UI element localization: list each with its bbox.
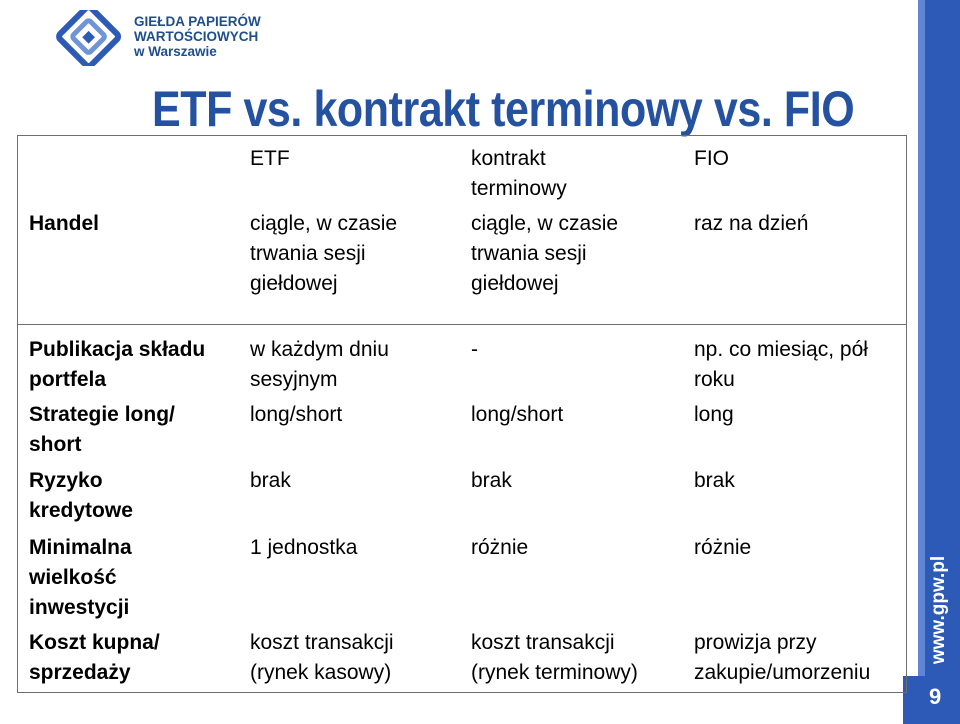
column-header [694, 144, 729, 174]
row-label [29, 209, 99, 239]
table-cell-line: w każdym dniu [250, 338, 389, 361]
table-cell-line: long/short [250, 403, 343, 426]
table-cell-line: koszt transakcji [250, 631, 394, 654]
sidebar-url-text: www.gpw.pl [928, 555, 949, 665]
table-cell-line: brak [250, 469, 291, 492]
row-label [29, 400, 175, 460]
table-cell [250, 628, 394, 688]
table-cell-line: giełdowej [471, 272, 559, 295]
row-label-line: Minimalna [29, 536, 132, 559]
table-cell [471, 533, 528, 563]
row-label-line: sprzedaży [29, 661, 131, 684]
table-cell [694, 209, 808, 239]
table-cell-line: prowizja przy [694, 631, 817, 654]
table-cell-line: long [694, 403, 734, 426]
table-divider [18, 324, 906, 325]
table-cell-line: (rynek kasowy) [250, 661, 392, 684]
row-label-line: portfela [29, 368, 107, 391]
column-header [471, 144, 567, 204]
gpw-logo [52, 10, 292, 66]
table-cell-line: ciągle, w czasie [471, 212, 619, 235]
table-cell-line: sesyjnym [250, 368, 338, 391]
table-cell [250, 466, 291, 496]
page-number: 9 [929, 684, 942, 709]
table-cell-line: - [471, 338, 478, 361]
table-cell [250, 400, 342, 430]
table-cell [471, 466, 512, 496]
table-cell-line: koszt transakcji [471, 631, 615, 654]
logo-line-3: w Warszawie [134, 44, 217, 59]
logo-line-2: WARTOŚCIOWYCH [134, 29, 259, 44]
row-label-line: inwestycji [29, 596, 130, 619]
table-cell [694, 400, 734, 430]
row-label-line: Koszt kupna/ [29, 631, 160, 654]
table-cell-line: (rynek terminowy) [471, 661, 638, 684]
logo-line-1: GIEŁDA PAPIERÓW [134, 14, 261, 29]
table-cell-line: brak [471, 469, 512, 492]
row-label-line: Ryzyko [29, 469, 103, 492]
table-cell-line: ciągle, w czasie [250, 212, 398, 235]
table-cell-line: np. co miesiąc, pół [694, 338, 868, 361]
table-cell-line: giełdowej [250, 272, 338, 295]
table-cell [694, 335, 868, 395]
column-header-line: FIO [694, 147, 729, 170]
row-label [29, 628, 160, 688]
gpw-logo-mark-icon [52, 10, 128, 66]
row-label-line: short [29, 433, 82, 456]
row-label-line: wielkość [29, 566, 117, 589]
slide-title: ETF vs. kontrakt terminowy vs. FIO [152, 81, 855, 137]
column-header-line: ETF [250, 147, 290, 170]
table-cell [471, 335, 478, 365]
table-cell [694, 628, 870, 688]
table-cell-line: różnie [471, 536, 529, 559]
table-cell [471, 400, 563, 430]
row-label-line: Strategie long/ [29, 403, 175, 426]
table-cell [250, 335, 389, 395]
table-cell [694, 533, 751, 563]
row-label-line: Publikacja składu [29, 338, 206, 361]
row-label-line: Handel [29, 212, 100, 235]
table-cell-line: różnie [694, 536, 752, 559]
table-cell-line: brak [694, 469, 735, 492]
column-header [250, 144, 290, 174]
table-cell-line: long/short [471, 403, 564, 426]
row-label-line: kredytowe [29, 499, 133, 522]
table-cell [250, 209, 397, 299]
table-cell-line: roku [694, 368, 735, 391]
table-cell-line: zakupie/umorzeniu [694, 661, 871, 684]
row-label [29, 533, 132, 623]
table-cell [471, 628, 638, 688]
table-cell-line: 1 jednostka [250, 536, 358, 559]
table-cell [250, 533, 357, 563]
comparison-table [17, 135, 907, 693]
page-number-box [903, 676, 960, 724]
table-cell-line: trwania sesji [471, 242, 587, 265]
table-cell [694, 466, 735, 496]
column-header-line: kontrakt [471, 147, 546, 170]
row-label [29, 335, 205, 395]
logo-text [134, 14, 304, 59]
table-cell [471, 209, 618, 299]
table-cell-line: raz na dzień [694, 212, 809, 235]
row-label [29, 466, 133, 526]
table-cell-line: trwania sesji [250, 242, 366, 265]
column-header-line: terminowy [471, 177, 567, 200]
sidebar-url [918, 540, 960, 680]
